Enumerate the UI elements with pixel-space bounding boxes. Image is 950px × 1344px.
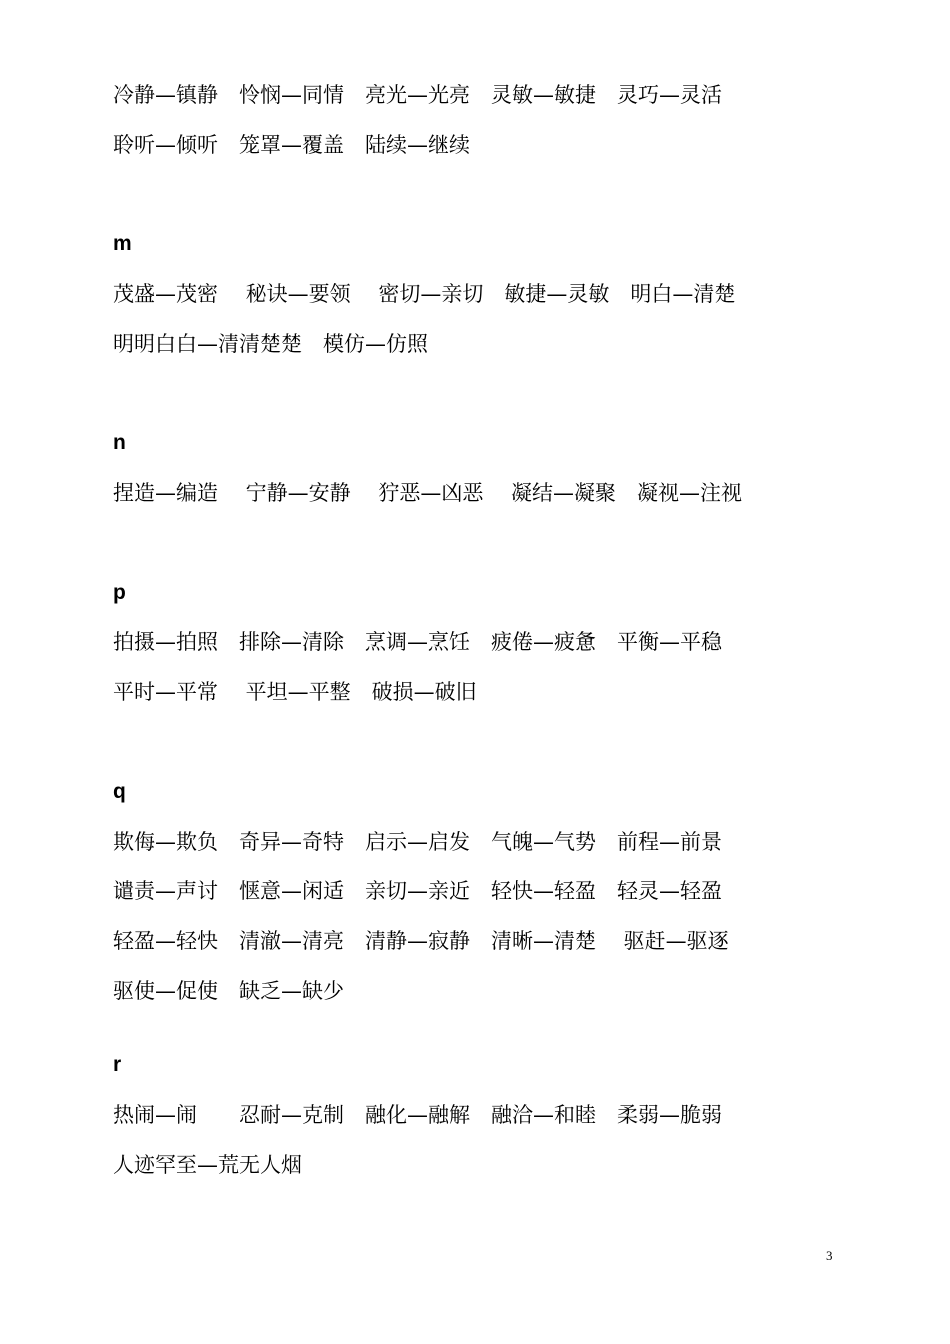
- section-heading-q: q: [113, 780, 126, 803]
- word-pair-line: 平时—平常 平坦—平整 破损—破旧: [113, 680, 477, 704]
- word-pair-line: 欺侮—欺负 奇异—奇特 启示—启发 气魄—气势 前程—前景: [113, 830, 722, 854]
- section-heading-p: p: [113, 581, 126, 604]
- word-pair-line: 茂盛—茂密 秘诀—要领 密切—亲切 敏捷—灵敏 明白—清楚: [113, 282, 736, 306]
- word-pair-line: 人迹罕至—荒无人烟: [113, 1153, 302, 1177]
- word-pair-line: 明明白白—清清楚楚 模仿—仿照: [113, 332, 428, 356]
- word-pair-line: 聆听—倾听 笼罩—覆盖 陆续—继续: [113, 133, 470, 157]
- section-heading-n: n: [113, 431, 126, 454]
- word-pair-line: 热闹—闹 忍耐—克制 融化—融解 融洽—和睦 柔弱—脆弱: [113, 1103, 722, 1127]
- word-pair-line: 冷静—镇静 怜悯—同情 亮光—光亮 灵敏—敏捷 灵巧—灵活: [113, 83, 722, 107]
- section-heading-r: r: [113, 1053, 122, 1076]
- word-pair-line: 驱使—促使 缺乏—缺少: [113, 979, 344, 1003]
- word-pair-line: 谴责—声讨 惬意—闲适 亲切—亲近 轻快—轻盈 轻灵—轻盈: [113, 879, 722, 903]
- word-pair-line: 拍摄—拍照 排除—清除 烹调—烹饪 疲倦—疲惫 平衡—平稳: [113, 630, 722, 654]
- page-number: 3: [826, 1248, 833, 1263]
- section-heading-m: m: [113, 232, 132, 255]
- word-pair-line: 捏造—编造 宁静—安静 狞恶—凶恶 凝结—凝聚 凝视—注视: [113, 481, 743, 505]
- word-pair-line: 轻盈—轻快 清澈—清亮 清静—寂静 清晰—清楚 驱赶—驱逐: [113, 929, 729, 953]
